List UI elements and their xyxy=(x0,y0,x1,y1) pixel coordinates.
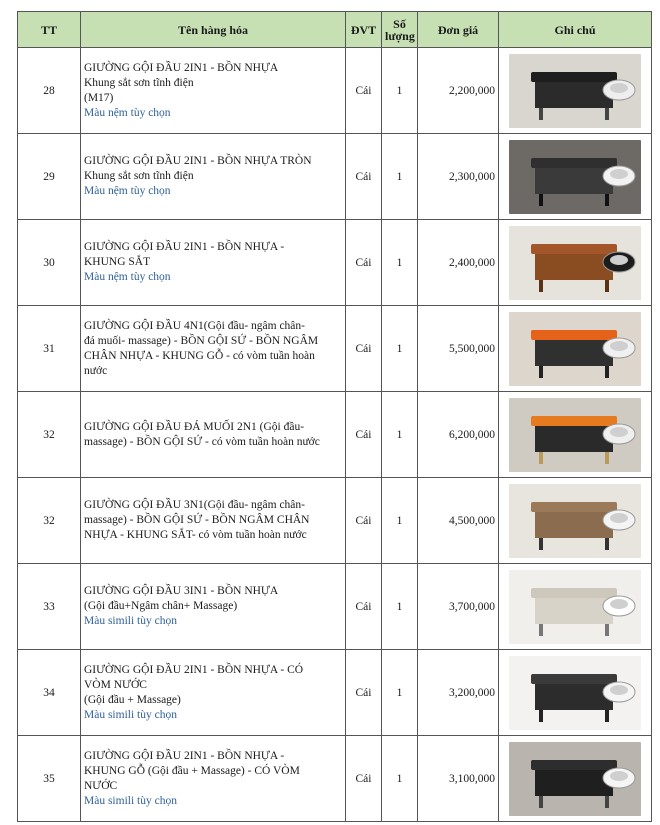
quantity-cell: 1 xyxy=(382,650,418,736)
product-name-cell xyxy=(81,478,346,564)
shampoo-bed-photo-icon xyxy=(509,312,641,386)
product-name-cell xyxy=(81,220,346,306)
product-name-line: KHUNG SẮT xyxy=(84,256,151,268)
product-name-line: GIƯỜNG GỘI ĐẦU 2IN1 - BỒN NHỰA xyxy=(84,61,279,74)
product-name-line: (M17) xyxy=(84,91,114,104)
header-note: Ghi chú xyxy=(499,12,652,48)
product-photo-cell xyxy=(499,564,652,650)
product-name-cell xyxy=(81,564,346,650)
product-name-line: massage) - BỒN GỘI SỨ - có vòm tuần hoàn nước xyxy=(84,435,320,448)
product-name-cell xyxy=(81,392,346,478)
product-name-line: KHUNG GỖ (Gội đầu + Massage) - CÓ VÒM xyxy=(84,764,300,777)
table-row xyxy=(18,392,652,478)
price-cell: 2,400,000 xyxy=(418,220,499,306)
unit-cell: Cái xyxy=(346,306,382,392)
header-qty: Số lượng xyxy=(382,12,418,48)
product-photo-cell xyxy=(499,220,652,306)
shampoo-bed-photo-icon xyxy=(509,656,641,730)
header-unit: ĐVT xyxy=(346,12,382,48)
quantity-cell: 1 xyxy=(382,48,418,134)
shampoo-bed-photo-icon xyxy=(509,570,641,644)
product-name-line: GIƯỜNG GỘI ĐẦU 2IN1 - BỒN NHỰA - xyxy=(84,749,285,762)
price-cell: 3,200,000 xyxy=(418,650,499,736)
unit-cell: Cái xyxy=(346,220,382,306)
shampoo-bed-photo-icon xyxy=(509,140,641,214)
shampoo-bed-photo-icon xyxy=(509,54,641,128)
row-number: 29 xyxy=(18,134,81,220)
product-name-cell xyxy=(81,650,346,736)
table-row xyxy=(18,220,652,306)
product-photo-cell xyxy=(499,48,652,134)
unit-cell: Cái xyxy=(346,564,382,650)
product-name-line: nước xyxy=(84,364,108,377)
quantity-cell: 1 xyxy=(382,392,418,478)
product-name-cell xyxy=(81,134,346,220)
price-table xyxy=(17,11,652,822)
product-name-line: GIƯỜNG GỘI ĐẦU ĐÁ MUỐI 2N1 (Gội đầu- xyxy=(84,420,305,433)
row-number: 33 xyxy=(18,564,81,650)
quantity-cell: 1 xyxy=(382,220,418,306)
row-number: 31 xyxy=(18,306,81,392)
row-number: 32 xyxy=(18,392,81,478)
row-number: 35 xyxy=(18,736,81,822)
product-name-line: NƯỚC xyxy=(84,779,118,792)
row-number: 34 xyxy=(18,650,81,736)
product-name-line: CHÂN NHỰA - KHUNG GỖ - có vòm tuần hoàn xyxy=(84,349,315,362)
price-cell: 2,300,000 xyxy=(418,134,499,220)
price-cell: 3,100,000 xyxy=(418,736,499,822)
product-name-cell xyxy=(81,306,346,392)
quantity-cell: 1 xyxy=(382,564,418,650)
product-photo-cell xyxy=(499,306,652,392)
product-name-line: GIƯỜNG GỘI ĐẦU 2IN1 - BỒN NHỰA TRÒN xyxy=(84,155,312,167)
product-photo-cell xyxy=(499,736,652,822)
unit-cell: Cái xyxy=(346,134,382,220)
quantity-cell: 1 xyxy=(382,134,418,220)
product-photo-cell xyxy=(499,134,652,220)
row-number: 30 xyxy=(18,220,81,306)
product-name-line: VÒM NƯỚC xyxy=(84,678,147,691)
product-name-line: Khung sắt sơn tĩnh điện xyxy=(84,170,194,182)
product-name-line: GIƯỜNG GỘI ĐẦU 3IN1 - BỒN NHỰA xyxy=(84,585,279,597)
unit-cell: Cái xyxy=(346,48,382,134)
table-row xyxy=(18,736,652,822)
quantity-cell: 1 xyxy=(382,736,418,822)
product-name-line: (Gội đầu + Massage) xyxy=(84,693,181,706)
product-name-line: massage) - BỒN GỘI SỨ - BỒN NGÂM CHÂN xyxy=(84,514,310,526)
price-cell: 5,500,000 xyxy=(418,306,499,392)
table-row xyxy=(18,650,652,736)
product-name-line: GIƯỜNG GỘI ĐẦU 2IN1 - BỒN NHỰA - xyxy=(84,241,285,253)
product-name-line: GIƯỜNG GỘI ĐẦU 4N1(Gội đầu- ngâm chân- xyxy=(84,319,305,332)
shampoo-bed-photo-icon xyxy=(509,398,641,472)
color-option-note: Màu simili tùy chọn xyxy=(84,794,177,807)
table-row xyxy=(18,306,652,392)
product-name-cell xyxy=(81,48,346,134)
product-name-line: GIƯỜNG GỘI ĐẦU 2IN1 - BỒN NHỰA - CÓ xyxy=(84,663,304,676)
row-number: 32 xyxy=(18,478,81,564)
product-name-line: GIƯỜNG GỘI ĐẦU 3N1(Gội đầu- ngâm chân- xyxy=(84,499,305,511)
color-option-note: Màu nệm tùy chọn xyxy=(84,185,171,197)
price-cell: 6,200,000 xyxy=(418,392,499,478)
price-cell: 4,500,000 xyxy=(418,478,499,564)
header-row xyxy=(18,12,652,48)
color-option-note: Màu nệm tùy chọn xyxy=(84,271,171,283)
header-name: Tên hàng hóa xyxy=(81,12,346,48)
shampoo-bed-photo-icon xyxy=(509,484,641,558)
product-name-line: (Gội đầu+Ngâm chân+ Massage) xyxy=(84,600,238,612)
unit-cell: Cái xyxy=(346,478,382,564)
price-cell: 3,700,000 xyxy=(418,564,499,650)
quantity-cell: 1 xyxy=(382,306,418,392)
unit-cell: Cái xyxy=(346,650,382,736)
color-option-note: Màu nệm tùy chọn xyxy=(84,106,171,119)
shampoo-bed-photo-icon xyxy=(509,226,641,300)
product-photo-cell xyxy=(499,650,652,736)
header-price: Đơn giá xyxy=(418,12,499,48)
shampoo-bed-photo-icon xyxy=(509,742,641,816)
row-number: 28 xyxy=(18,48,81,134)
unit-cell: Cái xyxy=(346,736,382,822)
unit-cell: Cái xyxy=(346,392,382,478)
product-name-line: Khung sắt sơn tĩnh điện xyxy=(84,76,194,89)
price-cell: 2,200,000 xyxy=(418,48,499,134)
color-option-note: Màu simili tùy chọn xyxy=(84,708,177,721)
table-row xyxy=(18,134,652,220)
product-name-line: NHỰA - KHUNG SẮT- có vòm tuần hoàn nước xyxy=(84,529,307,541)
product-photo-cell xyxy=(499,478,652,564)
table-row xyxy=(18,48,652,134)
table-row xyxy=(18,564,652,650)
product-name-line: đá muối- massage) - BỒN GỘI SỨ - BỒN NGÂM xyxy=(84,334,319,347)
quantity-cell: 1 xyxy=(382,478,418,564)
product-name-cell xyxy=(81,736,346,822)
header-tt: TT xyxy=(18,12,81,48)
table-row xyxy=(18,478,652,564)
product-photo-cell xyxy=(499,392,652,478)
color-option-note: Màu simili tùy chọn xyxy=(84,615,177,627)
